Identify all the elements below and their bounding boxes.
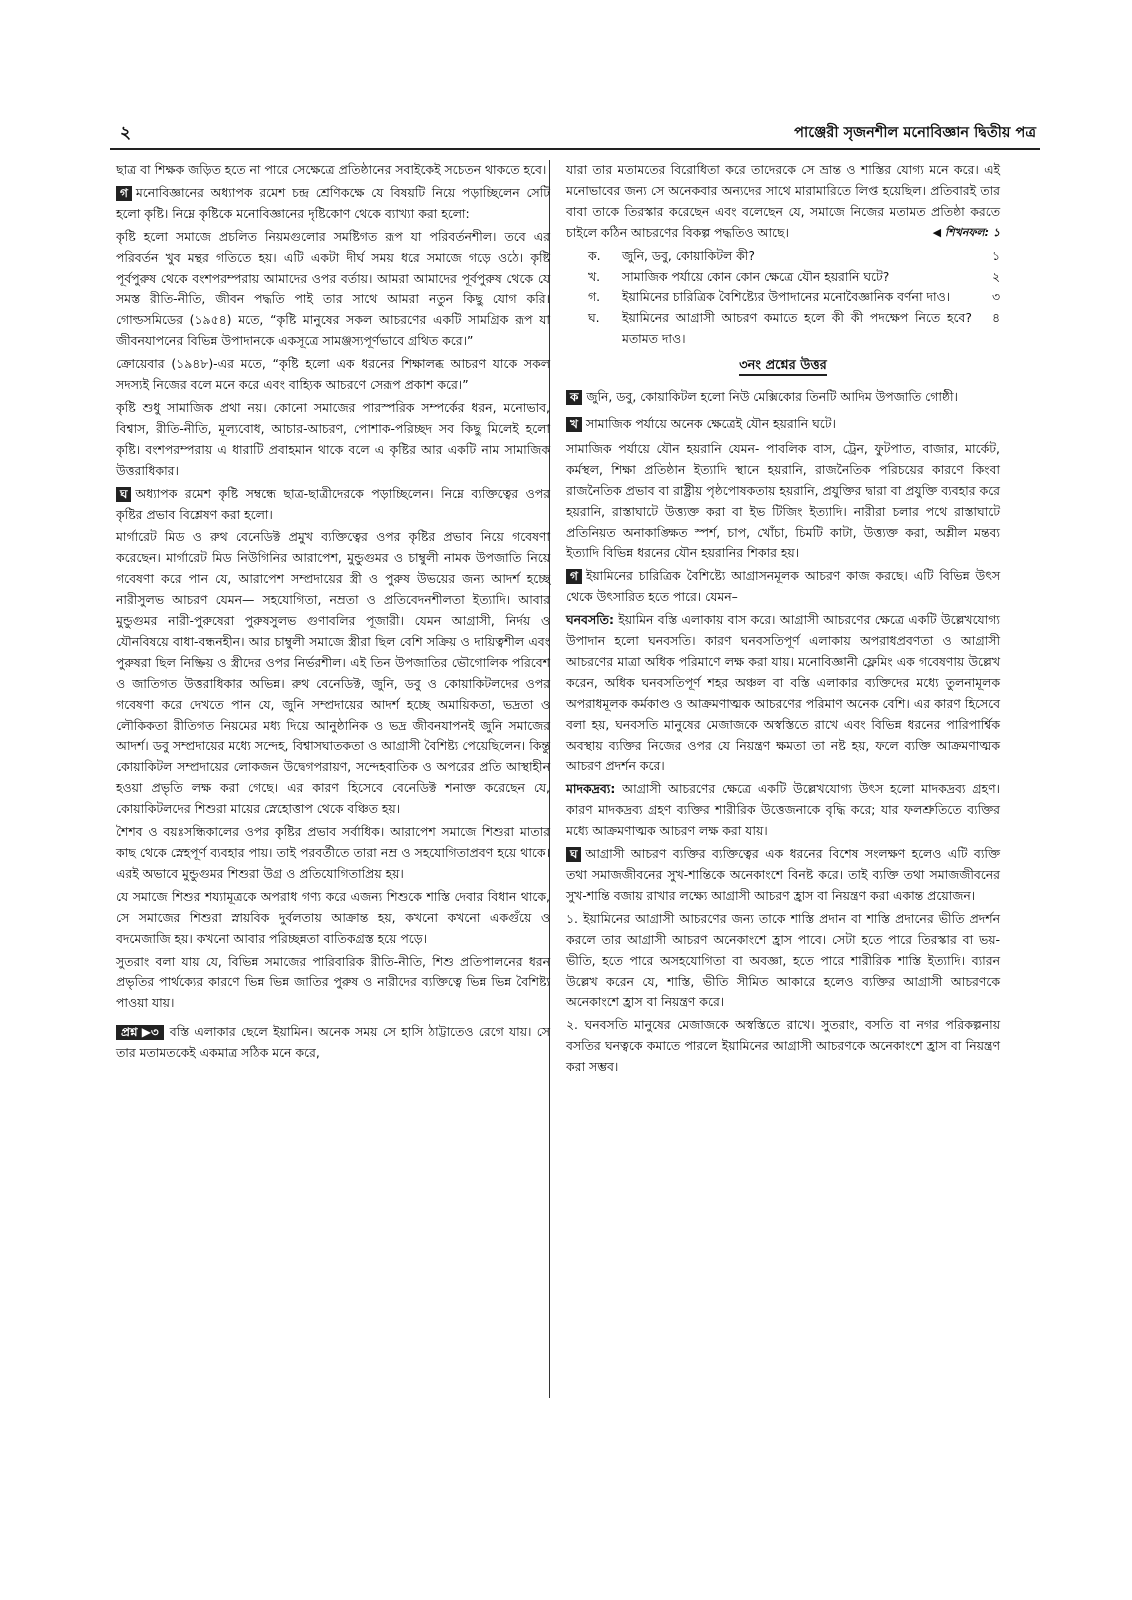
sub-question-ga	[566, 287, 1000, 308]
answer-marker-gha: ঘ	[566, 847, 581, 862]
sub-question-text: ইয়ামিনের আগ্রাসী আচরণ কমাতে হলে কী কী পদক্ষেপ নিতে হবে? মতামত দাও।	[622, 310, 972, 347]
answer-gha-text: আগ্রাসী আচরণ ব্যক্তির ব্যক্তিত্বের এক ধরনের বিশেষ সংলক্ষণ হলেও এটি ব্যক্তি তথা সমাজজীবনের সুখ-শান্তিকে অনেকাংশে বিনষ্ট করে। তাই ব্যক্তি তথা সমাজজীবনের সুখ-শান্তি বজায় রাখার লক্ষ্যে আগ্রাসী আচরণ হ্রাস বা নিয়ন্ত্রণ করা একান্ত প্রয়োজন।	[566, 846, 1000, 903]
book-title: পাঞ্জেরী সৃজনশীল মনোবিজ্ঞান দ্বিতীয় পত্র	[794, 125, 1036, 141]
paragraph: ২. ঘনবসতি মানুষের মেজাজকে অস্বস্তিতে রাখে। সুতরাং, বসতি বা নগর পরিকল্পনায় বসতির ঘনত্বকে কমাতে পারলে ইয়ামিনের আগ্রাসী আচরণকে অনেকাংশে হ্রাস বা নিয়ন্ত্রণ করা সম্ভব।	[566, 1017, 1000, 1075]
paragraph: কৃষ্টি হলো সমাজে প্রচলিত নিয়মগুলোর সমষ্টিগত রূপ যা পরিবর্তনশীল। তবে এর পরিবর্তন খুব মন্থর গতিতে হয়। এটি একটা দীর্ঘ সময় ধরে সমাজে গড়ে ওঠে। কৃষ্টি পূর্বপুরুষ থেকে বংশপরম্পরায় আমাদের ওপর বর্তায়। আমরা আমাদের পূর্বপুরুষ থেকে যে সমস্ত রীতি-নীতি, জীবন পদ্ধতি পাই তার সাথে আমরা নতুন কিছু যোগ করি। গোল্ডসমিডের (১৯৫৪) মতে, “কৃষ্টি মানুষের সকল আচরণের একটি সামগ্রিক রূপ যা জীবনযাপনের বিভিন্ন উপাদানকে একসূত্রে সামঞ্জস্যপূর্ণভাবে গ্রথিত করে।”	[116, 228, 550, 349]
sub-question-kha	[566, 267, 1000, 288]
sub-question-text: জুনি, ডবু, কোয়াকিটল কী?	[622, 247, 755, 263]
sub-question-letter: ঘ.	[588, 310, 600, 326]
paragraph: ১. ইয়ামিনের আগ্রাসী আচরণের জন্য তাকে শাস্তি প্রদান বা শাস্তি প্রদানের ভীতি প্রদর্শন করলে তার আগ্রাসী আচরণ অনেকাংশে হ্রাস পাবে। সেটা হতে পারে তিরস্কার বা ভয়-ভীতি, হতে পারে অসহযোগিতা বা অবজ্ঞা, হতে পারে শারীরিক শাস্তি ইত্যাদি। ব্যারন উল্লেখ করেন যে, শাস্তি, ভীতি সীমিত আকারে হলেও ব্যক্তির আগ্রাসী আচরণকে অনেকাংশে হ্রাস বা নিয়ন্ত্রণ করে।	[566, 910, 1000, 1010]
answer-heading-text: ৩নং প্রশ্নের উত্তর	[739, 358, 827, 376]
answer-marker-kha: খ	[566, 417, 582, 432]
answer-gha	[566, 844, 1000, 907]
page-header	[110, 118, 1040, 150]
paragraph: সুতরাং বলা যায় যে, বিভিন্ন সমাজের পারিবারিক রীতি-নীতি, শিশু প্রতিপালনের ধরন প্রভৃতির পার্থক্যের কারণে ভিন্ন ভিন্ন জাতির পুরুষ ও নারীদের ব্যক্তিত্বে ভিন্ন ভিন্ন বৈশিষ্ট্য পাওয়া যায়।	[116, 953, 550, 1011]
answer-kha-text: সামাজিক পর্যায়ে অনেক ক্ষেত্রেই যৌন হয়রানি ঘটে।	[585, 415, 836, 431]
right-column	[566, 160, 1000, 1080]
sub-question-marks: ৪	[991, 310, 1000, 326]
sub-question-ka	[566, 246, 1000, 267]
answer-marker-ga: গ	[116, 186, 132, 201]
sub-question-marks: ১	[991, 247, 1000, 263]
sub-question-marks: ২	[991, 268, 1000, 284]
paragraph-text: আগ্রাসী আচরণের ক্ষেত্রে একটি উল্লেখযোগ্য উৎস হলো মাদকদ্রব্য গ্রহণ। কারণ মাদকদ্রব্য গ্রহণ ব্যক্তির শারীরিক উত্তেজনাকে বৃদ্ধি করে; যার ফলশ্রুতিতে ব্যক্তির মধ্যে আক্রমণাত্মক আচরণ লক্ষ করা যায়।	[566, 781, 1000, 839]
question-stem-continued	[566, 160, 1000, 244]
paragraph: ছাত্র বা শিক্ষক জড়িত হতে না পারে সেক্ষেত্রে প্রতিষ্ঠানের সবাইকেই সচেতন থাকতে হবে।	[116, 162, 547, 177]
learning-outcome-hint: ◀ শিখনফল: ১	[932, 225, 1000, 239]
answer-gha-text: অধ্যাপক রমেশ কৃষ্টি সম্বন্ধে ছাত্র-ছাত্রীদেরকে পড়াচ্ছিলেন। নিম্নে ব্যক্তিত্বের ওপর কৃষ্টির প্রভাব বিশ্লেষণ করা হলো।	[116, 485, 550, 522]
sub-question-letter: গ.	[588, 289, 601, 305]
answer-ka-text: জুনি, ডবু, কোয়াকিটল হলো নিউ মেক্সিকোর তিনটি আদিম উপজাতি গোষ্ঠী।	[586, 389, 958, 405]
answer-marker-ga: গ	[566, 569, 582, 584]
answer-kha	[566, 414, 1000, 435]
answer-ga	[566, 566, 1000, 608]
answer-ga-text: ইয়ামিনের চারিত্রিক বৈশিষ্ট্যে আগ্রাসনমূলক আচরণ কাজ করছে। এটি বিভিন্ন উৎস থেকে উৎসারিত হতে পারে। যেমন–	[566, 568, 1000, 605]
answer-heading	[566, 356, 1000, 377]
paragraph: কৃষ্টি শুধু সামাজিক প্রথা নয়। কোনো সমাজের পারস্পরিক সম্পর্কের ধরন, মনোভাব, বিশ্বাস, রীতি-নীতি, মূল্যবোধ, আচার-আচরণ, পোশাক-পরিচ্ছদ সব কিছু মিলেই হলো কৃষ্টি। বংশপরম্পরায় এ ধারাটি প্রবাহমান থাকে বলে এ কৃষ্টির আর একটি নাম সামাজিক উত্তরাধিকার।	[116, 399, 550, 478]
sub-question-letter: ক.	[588, 247, 601, 263]
answer-ga-text: মনোবিজ্ঞানের অধ্যাপক রমেশ চন্দ্র শ্রেণিকক্ষে যে বিষয়টি নিয়ে পড়াচ্ছিলেন সেটি হলো কৃষ্টি। নিম্নে কৃষ্টিকে মনোবিজ্ঞানের দৃষ্টিকোণ থেকে ব্যাখ্যা করা হলো:	[116, 184, 550, 221]
paragraph: সামাজিক পর্যায়ে যৌন হয়রানি যেমন- পাবলিক বাস, ট্রেন, ফুটপাত, বাজার, মার্কেট, কর্মস্থল, শিক্ষা প্রতিষ্ঠান ইত্যাদি স্থানে হয়রানি, রাজনৈতিক পরিচয়ের কারণে কিংবা রাজনৈতিক প্রভাব বা রাষ্ট্রীয় পৃষ্ঠপোষকতায় হয়রানি, প্রযুক্তির দ্বারা বা প্রযুক্তি ব্যবহার করে হয়রানি, রাস্তাঘাটে উত্ত্যক্ত করা বা ইভ টিজিং ইত্যাদি। নারীরা চলার পথে রাস্তাঘাটে প্রতিনিয়ত অনাকাঙ্ক্ষিত স্পর্শ, চাপ, খোঁচা, চিমটি কাটা, উত্ত্যক্ত করা, অশ্লীল মন্তব্য ইত্যাদি বিভিন্ন ধরনের যৌন হয়রানির শিকার হয়।	[566, 440, 1000, 561]
sub-question-text: ইয়ামিনের চারিত্রিক বৈশিষ্ট্যের উপাদানের মনোবৈজ্ঞানিক বর্ণনা দাও।	[622, 289, 951, 305]
question-3	[116, 1022, 550, 1064]
page-number: ২	[120, 123, 132, 143]
answer-gha	[116, 484, 550, 526]
paragraph: যে সমাজে শিশুর শয্যামূত্রকে অপরাধ গণ্য করে এজন্য শিশুকে শাস্তি দেবার বিধান থাকে, সে সমাজের শিশুরা স্নায়বিক দুর্বলতায় আক্রান্ত হয়, কখনো কখনো একগুঁয়ে ও বদমেজাজি হয়। কখনো আবার পরিচ্ছন্নতা বাতিকগ্রস্ত হয়ে পড়ে।	[116, 888, 550, 946]
sub-question-marks: ৩	[991, 289, 1000, 305]
paragraph-text: ইয়ামিন বস্তি এলাকায় বাস করে। আগ্রাসী আচরণের ক্ষেত্রে একটি উল্লেখযোগ্য উপাদান হলো ঘনবসতি। কারণ ঘনবসতিপূর্ণ এলাকায় অপরাধপ্রবণতা ও আগ্রাসী আচরণের মাত্রা অধিক পরিমাণে লক্ষ করা যায়। মনোবিজ্ঞানী ফ্লেমিং এক গবেষণায় উল্লেখ করেন, অধিক ঘনবসতিপূর্ণ শহর অঞ্চল বা বস্তি এলাকার ব্যক্তিদের মধ্যে তুলনামূলক অপরাধমূলক কর্মকাণ্ড ও আক্রমণাত্মক আচরণের পরিমাণ অনেক বেশি। এর কারণ হিসেবে বলা হয়, ঘনবসতি মানুষের মেজাজকে অস্বস্তিতে রাখে এবং বিভিন্ন ধরনের পারিপার্শ্বিক অবস্থায় ব্যক্তির নিজের ওপর যে নিয়ন্ত্রণ ক্ষমতা তা নষ্ট হয়, ফলে ব্যক্তি আক্রমণাত্মক আচরণ প্রদর্শন করে।	[566, 612, 1000, 774]
answer-marker-gha: ঘ	[116, 487, 131, 502]
answer-marker-ka: ক	[566, 390, 582, 405]
paragraph-density	[566, 610, 1000, 777]
sub-question-letter: খ.	[588, 268, 601, 284]
question-label: প্রশ্ন ▶৩	[116, 1025, 164, 1040]
left-column	[116, 160, 550, 1066]
paragraph: শৈশব ও বয়ঃসন্ধিকালের ওপর কৃষ্টির প্রভাব সর্বাধিক। আরাপেশ সমাজে শিশুরা মাতার কাছ থেকে স্নেহপূর্ণ ব্যবহার পায়। তাই পরবর্তীতে তারা নম্র ও সহযোগিতাপ্রবণ হয়ে থাকে। এরই অভাবে মুন্ডুগুমর শিশুরা উগ্র ও প্রতিযোগিতাপ্রিয় হয়।	[116, 824, 550, 881]
question-stem-text: যারা তার মতামতের বিরোধিতা করে তাদেরকে সে ভ্রান্ত ও শাস্তির যোগ্য মনে করে। এই মনোভাবের জন্য সে অনেকবার অন্যদের সাথে মারামারিতে লিপ্ত হয়েছিল। প্রতিবারই তার বাবা তাকে তিরস্কার করেছেন এবং বলেছেন যে, সমাজে নিজের মতামত প্রতিষ্ঠা করতে চাইলে কঠিন আচরণের বিকল্প পদ্ধতিও আছে।	[566, 162, 1000, 240]
answer-ga	[116, 183, 550, 225]
term-label: ঘনবসতি:	[566, 612, 614, 628]
paragraph: মার্গারেট মিড ও রুথ বেনেডিক্ট প্রমুখ ব্যক্তিত্বের ওপর কৃষ্টির প্রভাব নিয়ে গবেষণা করেছেন। মার্গারেট মিড নিউগিনির আরাপেশ, মুন্ডুগুমর ও চাম্বুলী নামক উপজাতি নিয়ে গবেষণা করে পান যে, আরাপেশ সম্প্রদায়ের স্ত্রী ও পুরুষ উভয়ের জন্য আদর্শ হচ্ছে নারীসুলভ আচরণ যেমন— সহযোগিতা, নম্রতা ও প্রতিবেদনশীলতা ইত্যাদি। আবার মুন্ডুগুমর নারী-পুরুষেরা পুরুষসুলভ গুণাবলির পূজারী। যেমন আগ্রাসী, নির্দয় ও যৌনবিষয়ে বাধা-বন্ধনহীন। আর চাম্বুলী সমাজে স্ত্রীরা ছিল বেশি সক্রিয় ও দায়িত্বশীল এবং পুরুষরা ছিল নিষ্ক্রিয় ও স্ত্রীদের ওপর নির্ভরশীল। এই তিন উপজাতির ভৌগোলিক পরিবেশ ও জাতিগত উত্তরাধিকার অভিন্ন। রুথ বেনেডিক্ট, জুনি, ডবু ও কোয়াকিটলদের ওপর গবেষণা করে দেখতে পান যে, জুনি সম্প্রদায়ের আদর্শ হচ্ছে অমায়িকতা, ভদ্রতা ও লৌকিকতা রীতিগত নিয়মের মধ্য দিয়ে আনুষ্ঠানিক ও ভদ্র জীবনযাপনই জুনি সমাজের আদর্শ। ডবু সম্প্রদায়ের মধ্যে সন্দেহ, বিশ্বাসঘাতকতা ও আগ্রাসী বৈশিষ্ট্য পেয়েছিলেন। কিন্তু কোয়াকিটল সম্প্রদায়ের লোকজন উদ্বেগপরায়ণ, সন্দেহবাতিক ও অপরের প্রতি আস্থাহীন হওয়া প্রভৃতি লক্ষ করা গেছে। এর কারণ হিসেবে বেনেডিক্ট শনাক্ত করেছেন যে, কোয়াকিটলদের শিশুরা মায়ের স্নেহোত্তাপ থেকে বঞ্চিত হয়।	[116, 529, 550, 817]
sub-question-text: সামাজিক পর্যায়ে কোন কোন ক্ষেত্রে যৌন হয়রানি ঘটে?	[622, 268, 890, 284]
answer-ka	[566, 387, 1000, 408]
question-stem: বস্তি এলাকার ছেলে ইয়ামিন। অনেক সময় সে হাসি ঠাট্টাতেও রেগে যায়। সে তার মতামতকেই একমাত্র সঠিক মনে করে,	[116, 1024, 550, 1061]
paragraph-drugs	[566, 779, 1000, 842]
term-label: মাদকদ্রব্য:	[566, 781, 616, 797]
paragraph: ক্রোয়েবার (১৯৪৮)-এর মতে, “কৃষ্টি হলো এক ধরনের শিক্ষালব্ধ আচরণ যাকে সকল সদস্যই নিজের বলে মনে করে এবং বাহ্যিক আচরণে সেরূপ প্রকাশ করে।”	[116, 356, 550, 393]
sub-question-gha	[566, 308, 1000, 350]
